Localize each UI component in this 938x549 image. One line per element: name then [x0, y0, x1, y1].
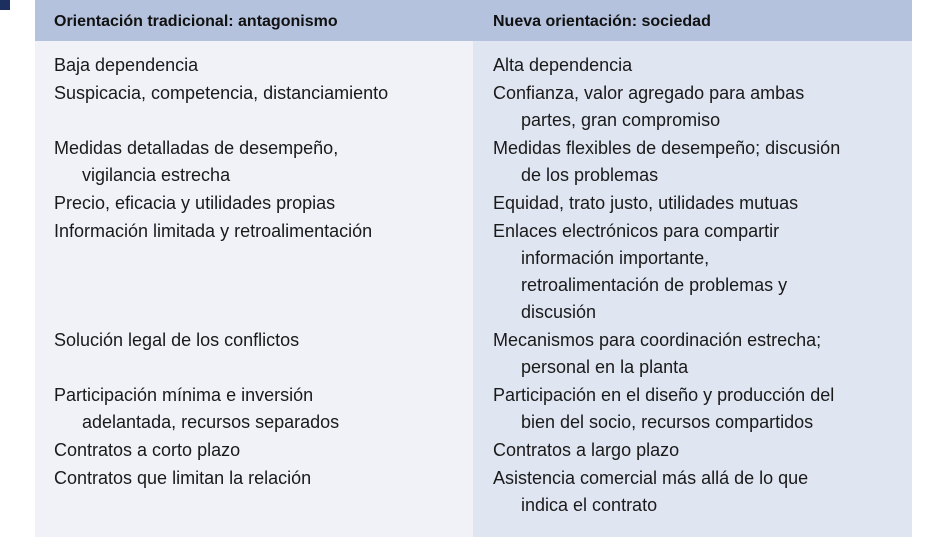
cell-line: Suspicacia, competencia, distanciamiento — [54, 83, 389, 103]
table-cell-traditional — [54, 80, 388, 107]
table-cell-traditional — [54, 190, 335, 217]
table-cell-traditional — [54, 327, 299, 354]
cell-line: personal en la planta — [521, 357, 689, 377]
cell-line: indica el contrato — [521, 495, 658, 515]
table-cell-traditional — [54, 52, 198, 79]
table-cell-traditional — [54, 218, 372, 245]
table-cell-new — [493, 218, 787, 326]
cell-line: Participación mínima e inversión — [54, 385, 314, 405]
table-cell-new — [493, 135, 840, 189]
cell-line: Confianza, valor agregado para ambas — [493, 83, 805, 103]
cell-line: de los problemas — [521, 165, 659, 185]
cell-line: Participación en el diseño y producción del — [493, 385, 835, 405]
table-cell-new — [493, 80, 804, 134]
cell-line: Contratos que limitan la relación — [54, 468, 312, 488]
cell-line: Medidas flexibles de desempeño; discusión — [493, 138, 841, 158]
corner-accent — [0, 0, 10, 10]
comparison-table — [35, 0, 912, 537]
table-cell-traditional — [54, 465, 311, 492]
table-cell-new — [493, 52, 632, 79]
cell-line: Medidas detalladas de desempeño, — [54, 138, 339, 158]
cell-line: Alta dependencia — [493, 55, 633, 75]
cell-line: Enlaces electrónicos para compartir — [493, 221, 780, 241]
table-cell-new — [493, 190, 798, 217]
table-cell-new — [493, 437, 679, 464]
cell-line: Información limitada y retroalimentación — [54, 221, 373, 241]
table-cell-new — [493, 382, 834, 436]
cell-line: Asistencia comercial más allá de lo que — [493, 468, 809, 488]
cell-line: Precio, eficacia y utilidades propias — [54, 193, 336, 213]
table-cell-new — [493, 327, 821, 381]
cell-line: bien del socio, recursos compartidos — [521, 412, 814, 432]
table-cell-traditional — [54, 437, 240, 464]
table-cell-traditional — [54, 382, 339, 436]
cell-line: partes, gran compromiso — [521, 110, 721, 130]
header-new: Nueva orientación: sociedad — [493, 13, 711, 30]
cell-line: Equidad, trato justo, utilidades mutuas — [493, 193, 799, 213]
cell-line: adelantada, recursos separados — [82, 412, 340, 432]
table-cell-traditional — [54, 135, 338, 189]
cell-line: discusión — [521, 302, 597, 322]
cell-line: Solución legal de los conflictos — [54, 330, 300, 350]
cell-line: vigilancia estrecha — [82, 165, 231, 185]
cell-line: retroalimentación de problemas y — [521, 275, 788, 295]
cell-line: Contratos a largo plazo — [493, 440, 680, 460]
cell-line: información importante, — [521, 248, 710, 268]
cell-line: Contratos a corto plazo — [54, 440, 241, 460]
table-header — [35, 0, 912, 41]
header-traditional: Orientación tradicional: antagonismo — [54, 13, 338, 30]
cell-line: Mecanismos para coordinación estrecha; — [493, 330, 822, 350]
cell-line: Baja dependencia — [54, 55, 199, 75]
table-cell-new — [493, 465, 808, 519]
